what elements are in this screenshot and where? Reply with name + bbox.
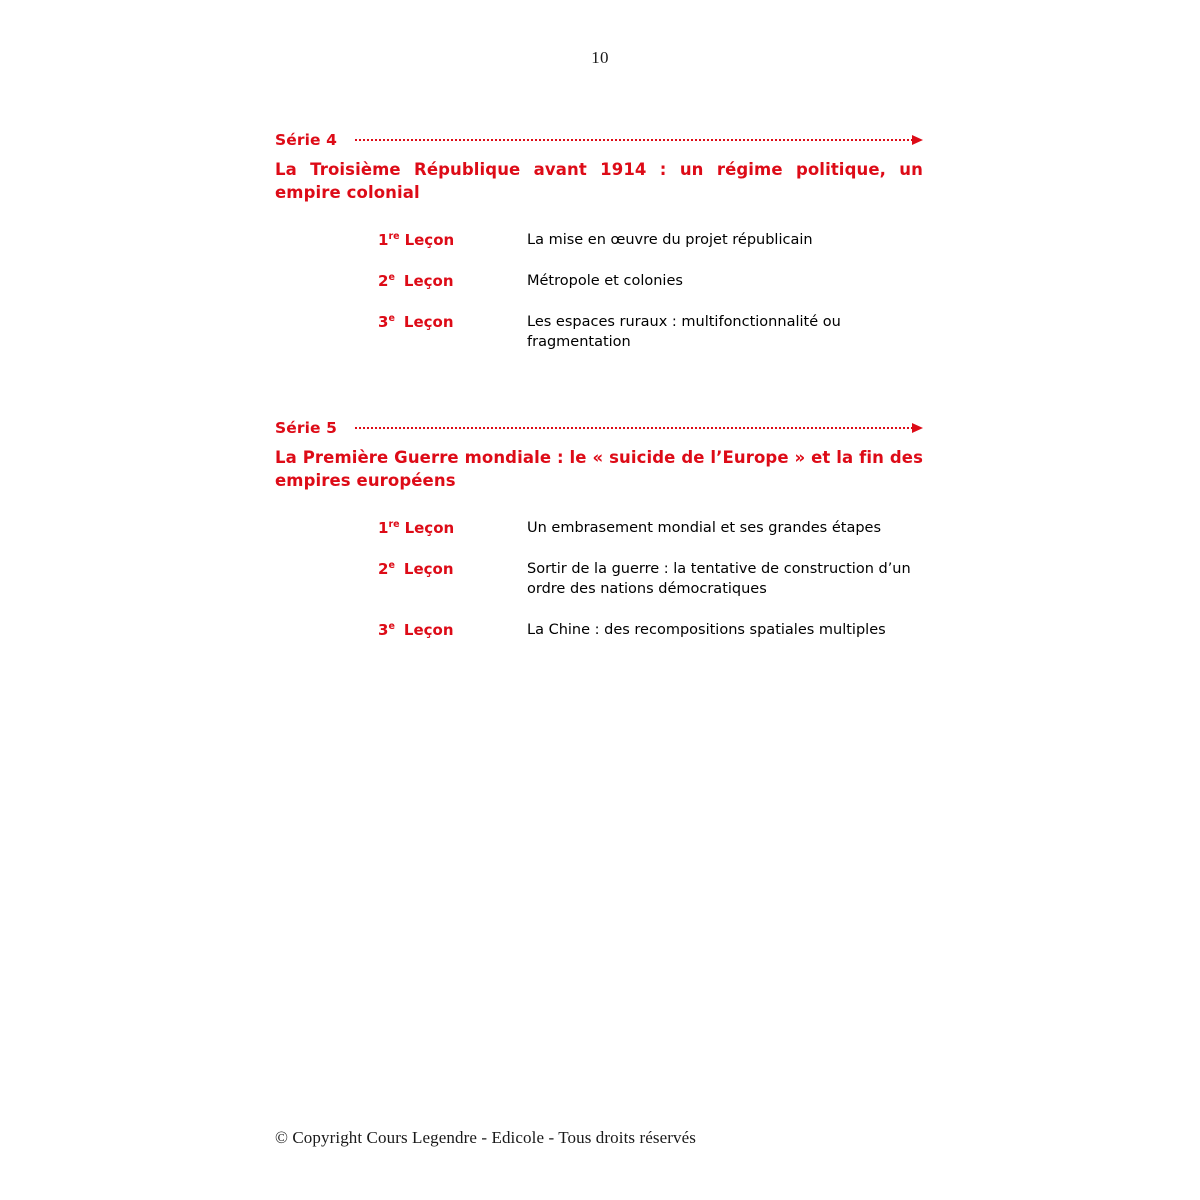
- footer-copyright: © Copyright Cours Legendre - Edicole - Tous droits réservés: [275, 1128, 696, 1147]
- lesson-ordinal-suffix: e: [388, 621, 395, 632]
- lesson-row[interactable]: [378, 620, 923, 640]
- lesson-label: [378, 620, 527, 640]
- summary-content: [275, 128, 923, 640]
- lesson-description: La mise en œuvre du projet républicain: [527, 232, 813, 248]
- lesson-label: [378, 312, 527, 332]
- lesson-list-5: [275, 518, 923, 640]
- lesson-word: Leçon: [404, 519, 455, 537]
- lesson-description: Sortir de la guerre : la tentative de construction d’un ordre des nations démocratiques: [527, 561, 911, 597]
- lesson-ordinal-suffix: e: [388, 272, 395, 283]
- serie-header-4: [275, 128, 923, 152]
- lesson-ordinal: 2: [378, 560, 389, 578]
- lesson-description: Les espaces ruraux : multifonctionnalité ou fragmentation: [527, 314, 841, 350]
- lesson-ordinal: 3: [378, 621, 389, 639]
- serie-arrow-rule-5: [355, 423, 923, 433]
- lesson-row[interactable]: [378, 518, 923, 538]
- lesson-description: Métropole et colonies: [527, 273, 683, 289]
- lesson-ordinal-suffix: re: [388, 519, 400, 530]
- lesson-label: [378, 559, 527, 579]
- dashed-line-icon: [355, 427, 914, 429]
- serie-header-5: [275, 416, 923, 440]
- lesson-list-4: [275, 230, 923, 352]
- lesson-label: [378, 271, 527, 291]
- lesson-row[interactable]: [378, 312, 923, 352]
- lesson-description: La Chine : des recompositions spatiales multiples: [527, 622, 886, 638]
- serie-label-4: Série 4: [275, 131, 338, 149]
- serie-label-5: Série 5: [275, 419, 338, 437]
- lesson-description: Un embrasement mondial et ses grandes étapes: [527, 520, 882, 536]
- serie-arrow-rule-4: [355, 135, 923, 145]
- section-spacer: [275, 352, 923, 416]
- lesson-word: Leçon: [404, 231, 455, 249]
- serie-block-5: [275, 416, 923, 640]
- serie-block-4: [275, 128, 923, 352]
- lesson-ordinal-suffix: e: [388, 560, 395, 571]
- lesson-ordinal-suffix: re: [388, 231, 400, 242]
- lesson-row[interactable]: [378, 230, 923, 250]
- lesson-ordinal: 3: [378, 313, 389, 331]
- serie-title-4: La Troisième République avant 1914 : un régime politique, un empire colonial: [275, 160, 923, 202]
- arrow-right-icon: [912, 423, 923, 433]
- lesson-word: Leçon: [403, 560, 454, 578]
- lesson-word: Leçon: [403, 621, 454, 639]
- lesson-row[interactable]: [378, 271, 923, 291]
- lesson-label: [378, 518, 527, 538]
- serie-title-5: La Première Guerre mondiale : le « suicide de l’Europe » et la fin des empires européens: [275, 448, 923, 490]
- lesson-ordinal-suffix: e: [388, 313, 395, 324]
- lesson-word: Leçon: [403, 272, 454, 290]
- arrow-right-icon: [912, 135, 923, 145]
- lesson-label: [378, 230, 527, 250]
- lesson-ordinal: 1: [378, 231, 389, 249]
- lesson-ordinal: 1: [378, 519, 389, 537]
- lesson-row[interactable]: [378, 559, 923, 599]
- page-number: 10: [591, 48, 609, 67]
- lesson-ordinal: 2: [378, 272, 389, 290]
- dashed-line-icon: [355, 139, 914, 141]
- lesson-word: Leçon: [403, 313, 454, 331]
